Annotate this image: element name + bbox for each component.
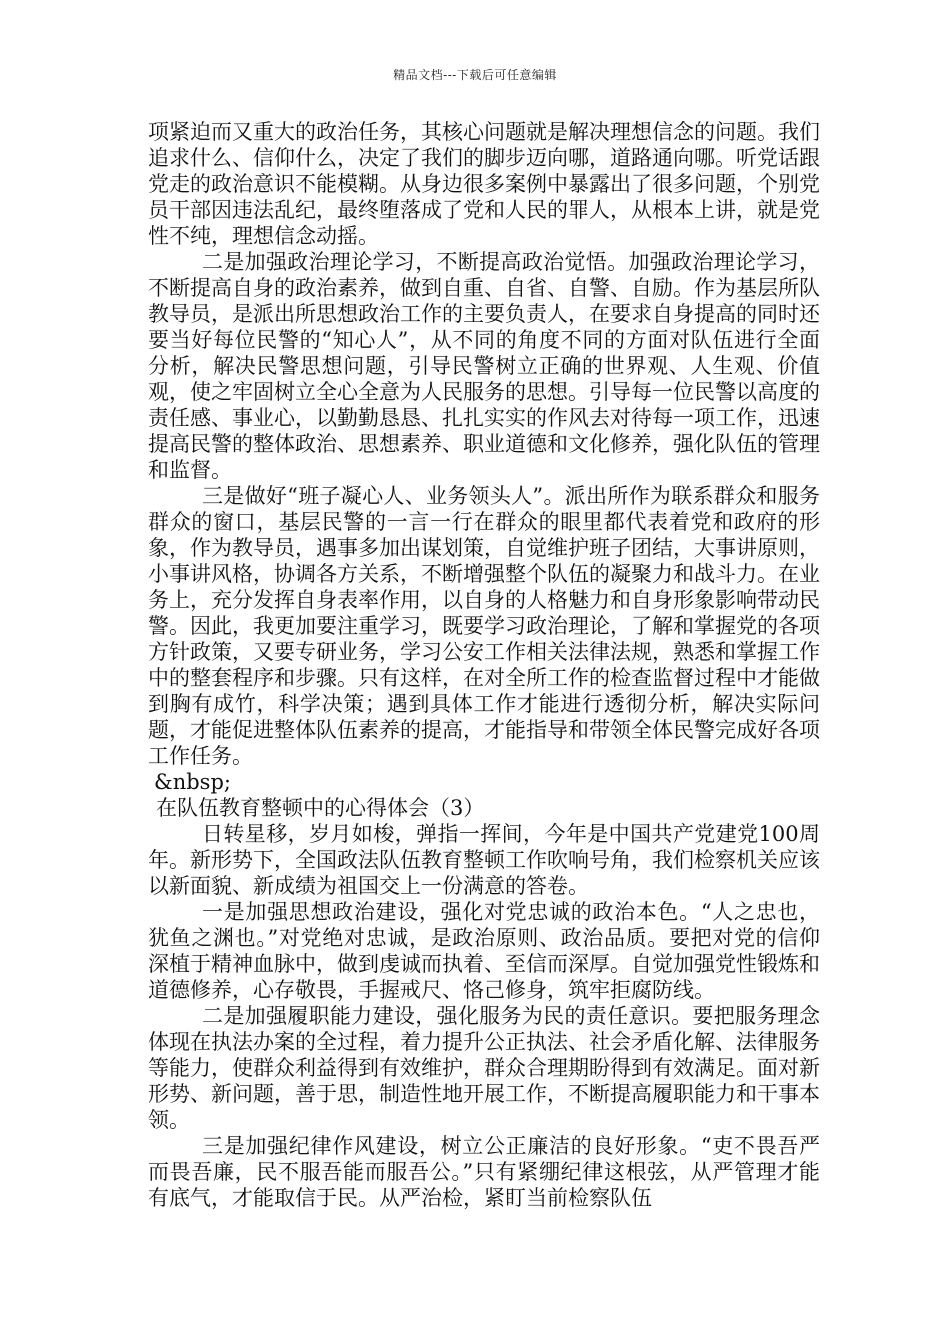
paragraph-ideology: 一是加强思想政治建设，强化对党忠诚的政治本色。“人之忠也，犹鱼之渊也。”对党绝对忠诚，是政治原则、政治品质。要把对党的信仰深植于精神血脉中，做到虔诚而执着、至信而深厚。自觉加强党性锻炼和道德修养，心存敬畏，手握戒尺、恪己修身，筑牢拒腐防线。 — [148, 900, 820, 1002]
paragraph-discipline: 三是加强纪律作风建设，树立公正廉洁的良好形象。“吏不畏吾严而畏吾廉，民不服吾能而服吾公。”只有紧绷纪律这根弦，从严管理才能有底气，才能取信于民。从严治检，紧盯当前检察队伍 — [148, 1134, 820, 1210]
page-header: 精品文档---下载后可任意编辑 — [393, 68, 557, 82]
document-body — [148, 119, 820, 1211]
nbsp-line: &nbsp; — [154, 770, 231, 794]
section-title: 在队伍教育整顿中的心得体会（3） — [156, 796, 485, 820]
paragraph-continued: 项紧迫而又重大的政治任务，其核心问题就是解决理想信念的问题。我们追求什么、信仰什么，决定了我们的脚步迈向哪，道路通向哪。听党话跟党走的政治意识不能模糊。从身边很多案例中暴露出了很多问题，个别党员干部因违法乱纪，最终堕落成了党和人民的罪人，从根本上讲，就是党性不纯，理想信念动摇。 — [148, 120, 820, 248]
paragraph-intro: 日转星移，岁月如梭，弹指一挥间，今年是中国共产党建党100周年。新形势下，全国政法队伍教育整顿工作吹响号角，我们检察机关应该以新面貌、新成绩为祖国交上一份满意的答卷。 — [148, 822, 820, 898]
paragraph-team-leader: 三是做好“班子凝心人、业务领头人”。派出所作为联系群众和服务群众的窗口，基层民警的一言一行在群众的眼里都代表着党和政府的形象，作为教导员，遇事多加出谋划策，自觉维护班子团结，大事讲原则，小事讲风格，协调各方关系，不断增强整个队伍的凝聚力和战斗力。在业务上，充分发挥自身表率作用，以自身的人格魅力和自身形象影响带动民警。因此，我更加要注重学习，既要学习政治理论，了解和掌握党的各项方针政策，又要专研业务，学习公安工作相关法律法规，熟悉和掌握工作中的整套程序和步骤。只有这样，在对全所工作的检查监督过程中才能做到胸有成竹，科学决策；遇到具体工作才能进行透彻分析，解决实际问题，才能促进整体队伍素养的提高，才能指导和带领全体民警完成好各项工作任务。 — [148, 484, 820, 768]
paragraph-capability: 二是加强履职能力建设，强化服务为民的责任意识。要把服务理念体现在执法办案的全过程，着力提升公正执法、社会矛盾化解、法律服务等能力，使群众利益得到有效维护，群众合理期盼得到有效满足。面对新形势、新问题，善于思，制造性地开展工作，不断提高履职能力和干事本领。 — [148, 1004, 820, 1132]
paragraph-political-theory: 二是加强政治理论学习，不断提高政治觉悟。加强政治理论学习，不断提高自身的政治素养，做到自重、自省、自警、自励。作为基层所队教导员，是派出所思想政治工作的主要负责人，在要求自身提高的同时还要当好每位民警的“知心人”，从不同的角度不同的方面对队伍进行全面分析，解决民警思想问题，引导民警树立正确的世界观、人生观、价值观，使之牢固树立全心全意为人民服务的思想。引导每一位民警以高度的责任感、事业心，以勤勤恳恳、扎扎实实的作风去对待每一项工作，迅速提高民警的整体政治、思想素养、职业道德和文化修养，强化队伍的管理和监督。 — [148, 250, 820, 482]
